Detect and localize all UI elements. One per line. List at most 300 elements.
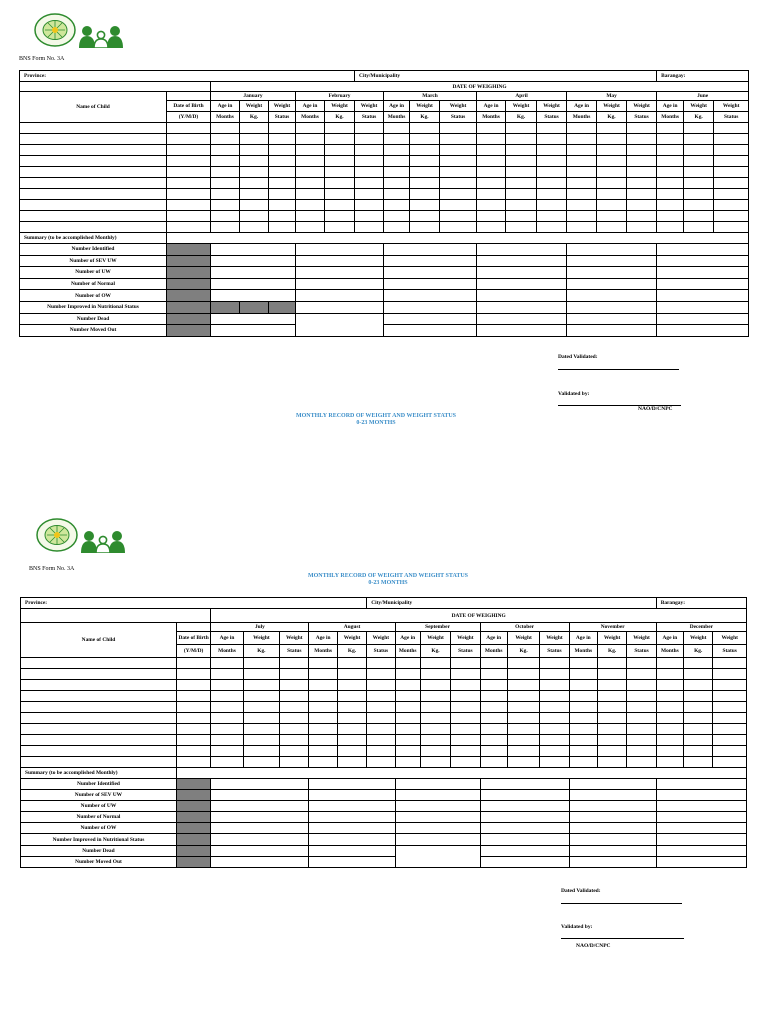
entry-cell[interactable] [597,222,627,233]
entry-cell[interactable] [507,680,539,691]
entry-cell[interactable] [384,222,410,233]
entry-cell[interactable] [657,134,684,145]
summary-entry[interactable] [480,801,569,812]
entry-cell[interactable] [176,713,210,724]
summary-entry[interactable] [477,255,567,267]
entry-cell[interactable] [211,757,243,768]
entry-cell[interactable] [21,702,177,713]
city-field[interactable]: City/Municipality [355,71,657,82]
entry-cell[interactable] [537,211,567,222]
entry-cell[interactable] [440,123,477,134]
summary-entry[interactable] [309,779,395,790]
entry-cell[interactable] [480,702,507,713]
entry-cell[interactable] [684,145,714,156]
entry-cell[interactable] [296,178,325,189]
summary-entry[interactable] [211,779,309,790]
summary-entry[interactable] [211,255,296,267]
entry-cell[interactable] [325,134,355,145]
entry-cell[interactable] [506,200,537,211]
entry-cell[interactable] [440,145,477,156]
entry-cell[interactable] [684,746,713,757]
entry-cell[interactable] [384,123,410,134]
entry-cell[interactable] [410,189,440,200]
entry-cell[interactable] [395,658,420,669]
entry-cell[interactable] [269,200,296,211]
entry-cell[interactable] [243,735,279,746]
summary-entry[interactable] [569,823,656,834]
entry-cell[interactable] [420,757,450,768]
summary-entry[interactable] [211,823,309,834]
summary-entry[interactable] [309,856,395,867]
summary-entry[interactable] [384,301,477,313]
entry-cell[interactable] [480,669,507,680]
entry-cell[interactable] [627,724,656,735]
entry-cell[interactable] [167,178,211,189]
entry-cell[interactable] [176,735,210,746]
entry-cell[interactable] [21,735,177,746]
entry-cell[interactable] [451,757,480,768]
entry-cell[interactable] [597,200,627,211]
entry-cell[interactable] [627,134,657,145]
entry-cell[interactable] [569,691,597,702]
entry-cell[interactable] [684,724,713,735]
entry-cell[interactable] [395,735,420,746]
entry-cell[interactable] [384,167,410,178]
summary-entry[interactable] [569,790,656,801]
entry-cell[interactable] [355,178,384,189]
summary-entry[interactable] [211,278,296,290]
entry-cell[interactable] [540,724,569,735]
entry-cell[interactable] [337,658,366,669]
entry-cell[interactable] [507,724,539,735]
entry-cell[interactable] [384,145,410,156]
entry-cell[interactable] [410,178,440,189]
entry-cell[interactable] [384,200,410,211]
summary-entry[interactable] [477,278,567,290]
entry-cell[interactable] [420,746,450,757]
entry-cell[interactable] [537,222,567,233]
summary-entry[interactable] [309,812,395,823]
entry-cell[interactable] [296,156,325,167]
summary-entry[interactable] [656,812,746,823]
entry-cell[interactable] [309,757,337,768]
entry-cell[interactable] [684,691,713,702]
entry-cell[interactable] [569,735,597,746]
entry-cell[interactable] [176,680,210,691]
entry-cell[interactable] [480,713,507,724]
entry-cell[interactable] [506,123,537,134]
entry-cell[interactable] [167,200,211,211]
entry-cell[interactable] [240,167,269,178]
entry-cell[interactable] [410,200,440,211]
entry-cell[interactable] [506,211,537,222]
entry-cell[interactable] [367,713,395,724]
entry-cell[interactable] [480,757,507,768]
summary-entry[interactable] [657,290,749,302]
entry-cell[interactable] [477,123,506,134]
entry-cell[interactable] [567,178,597,189]
entry-cell[interactable] [714,211,749,222]
entry-cell[interactable] [167,167,211,178]
summary-entry[interactable] [296,255,384,267]
summary-entry[interactable] [211,790,309,801]
entry-cell[interactable] [451,735,480,746]
entry-cell[interactable] [684,156,714,167]
entry-cell[interactable] [477,167,506,178]
summary-entry[interactable] [395,801,480,812]
entry-cell[interactable] [507,746,539,757]
entry-cell[interactable] [337,713,366,724]
entry-cell[interactable] [684,658,713,669]
entry-cell[interactable] [684,211,714,222]
entry-cell[interactable] [211,669,243,680]
entry-cell[interactable] [395,746,420,757]
summary-entry[interactable] [480,779,569,790]
entry-cell[interactable] [410,211,440,222]
entry-cell[interactable] [337,702,366,713]
entry-cell[interactable] [420,658,450,669]
entry-cell[interactable] [507,713,539,724]
entry-cell[interactable] [167,145,211,156]
entry-cell[interactable] [537,134,567,145]
entry-cell[interactable] [211,691,243,702]
entry-cell[interactable] [355,167,384,178]
entry-cell[interactable] [597,757,626,768]
entry-cell[interactable] [384,156,410,167]
entry-cell[interactable] [309,724,337,735]
entry-cell[interactable] [597,189,627,200]
entry-cell[interactable] [597,658,626,669]
entry-cell[interactable] [713,724,747,735]
entry-cell[interactable] [269,156,296,167]
entry-cell[interactable] [325,200,355,211]
entry-cell[interactable] [597,735,626,746]
entry-cell[interactable] [21,724,177,735]
entry-cell[interactable] [355,200,384,211]
summary-entry[interactable] [211,290,296,302]
summary-entry[interactable] [384,267,477,279]
entry-cell[interactable] [420,680,450,691]
entry-cell[interactable] [440,189,477,200]
entry-cell[interactable] [714,123,749,134]
entry-cell[interactable] [597,123,627,134]
summary-entry[interactable] [309,801,395,812]
entry-cell[interactable] [477,200,506,211]
entry-cell[interactable] [714,156,749,167]
entry-cell[interactable] [627,680,656,691]
summary-entry[interactable] [657,244,749,256]
entry-cell[interactable] [280,702,309,713]
entry-cell[interactable] [627,658,656,669]
summary-entry[interactable] [656,823,746,834]
entry-cell[interactable] [20,134,167,145]
entry-cell[interactable] [440,211,477,222]
entry-cell[interactable] [597,702,626,713]
entry-cell[interactable] [296,189,325,200]
entry-cell[interactable] [597,167,627,178]
entry-cell[interactable] [355,145,384,156]
entry-cell[interactable] [410,156,440,167]
entry-cell[interactable] [713,658,747,669]
entry-cell[interactable] [325,178,355,189]
entry-cell[interactable] [477,189,506,200]
summary-entry[interactable] [309,834,395,845]
entry-cell[interactable] [337,724,366,735]
entry-cell[interactable] [597,724,626,735]
entry-cell[interactable] [296,145,325,156]
entry-cell[interactable] [567,156,597,167]
entry-cell[interactable] [243,702,279,713]
entry-cell[interactable] [507,669,539,680]
entry-cell[interactable] [713,702,747,713]
entry-cell[interactable] [176,702,210,713]
entry-cell[interactable] [325,145,355,156]
entry-cell[interactable] [211,123,240,134]
entry-cell[interactable] [507,735,539,746]
entry-cell[interactable] [309,669,337,680]
summary-entry[interactable] [296,290,384,302]
entry-cell[interactable] [714,222,749,233]
entry-cell[interactable] [20,123,167,134]
entry-cell[interactable] [684,757,713,768]
entry-cell[interactable] [355,156,384,167]
entry-cell[interactable] [451,724,480,735]
summary-entry[interactable] [211,812,309,823]
entry-cell[interactable] [240,134,269,145]
entry-cell[interactable] [627,735,656,746]
entry-cell[interactable] [569,724,597,735]
dated-validated-line[interactable] [561,903,682,904]
summary-entry[interactable] [384,278,477,290]
entry-cell[interactable] [325,167,355,178]
entry-cell[interactable] [20,156,167,167]
entry-cell[interactable] [296,200,325,211]
entry-cell[interactable] [569,669,597,680]
entry-cell[interactable] [21,757,177,768]
summary-entry[interactable] [567,290,657,302]
summary-entry[interactable] [384,290,477,302]
entry-cell[interactable] [395,702,420,713]
entry-cell[interactable] [627,691,656,702]
entry-cell[interactable] [269,123,296,134]
summary-entry[interactable] [567,244,657,256]
entry-cell[interactable] [20,222,167,233]
entry-cell[interactable] [480,724,507,735]
entry-cell[interactable] [627,211,657,222]
entry-cell[interactable] [21,669,177,680]
entry-cell[interactable] [684,189,714,200]
entry-cell[interactable] [567,222,597,233]
entry-cell[interactable] [506,145,537,156]
summary-entry[interactable] [395,823,480,834]
entry-cell[interactable] [355,211,384,222]
entry-cell[interactable] [309,691,337,702]
summary-entry[interactable] [309,845,395,856]
entry-cell[interactable] [597,680,626,691]
entry-cell[interactable] [684,178,714,189]
entry-cell[interactable] [597,145,627,156]
summary-entry[interactable] [567,301,657,313]
entry-cell[interactable] [240,145,269,156]
summary-entry[interactable] [395,834,480,845]
entry-cell[interactable] [451,713,480,724]
entry-cell[interactable] [656,735,683,746]
entry-cell[interactable] [451,746,480,757]
entry-cell[interactable] [420,669,450,680]
entry-cell[interactable] [367,669,395,680]
entry-cell[interactable] [540,702,569,713]
entry-cell[interactable] [451,691,480,702]
summary-entry[interactable] [211,325,296,337]
entry-cell[interactable] [269,167,296,178]
entry-cell[interactable] [713,669,747,680]
entry-cell[interactable] [507,702,539,713]
summary-entry[interactable] [211,313,296,325]
entry-cell[interactable] [480,691,507,702]
entry-cell[interactable] [506,156,537,167]
entry-cell[interactable] [656,702,683,713]
summary-entry[interactable] [569,845,656,856]
summary-entry[interactable] [296,244,384,256]
summary-entry[interactable] [567,255,657,267]
entry-cell[interactable] [367,702,395,713]
entry-cell[interactable] [211,200,240,211]
entry-cell[interactable] [367,724,395,735]
entry-cell[interactable] [627,702,656,713]
entry-cell[interactable] [325,156,355,167]
entry-cell[interactable] [20,200,167,211]
entry-cell[interactable] [684,735,713,746]
summary-entry[interactable] [480,790,569,801]
summary-entry[interactable] [657,267,749,279]
entry-cell[interactable] [211,134,240,145]
summary-entry[interactable] [384,244,477,256]
entry-cell[interactable] [597,156,627,167]
entry-cell[interactable] [20,145,167,156]
entry-cell[interactable] [367,680,395,691]
entry-cell[interactable] [325,222,355,233]
entry-cell[interactable] [713,757,747,768]
entry-cell[interactable] [537,156,567,167]
entry-cell[interactable] [440,134,477,145]
summary-entry[interactable] [296,267,384,279]
entry-cell[interactable] [627,167,657,178]
entry-cell[interactable] [440,222,477,233]
entry-cell[interactable] [384,178,410,189]
entry-cell[interactable] [367,658,395,669]
entry-cell[interactable] [567,189,597,200]
entry-cell[interactable] [537,167,567,178]
summary-entry[interactable] [569,834,656,845]
entry-cell[interactable] [240,178,269,189]
entry-cell[interactable] [714,167,749,178]
summary-entry[interactable] [384,313,477,325]
summary-entry[interactable] [211,856,309,867]
summary-entry[interactable] [656,845,746,856]
entry-cell[interactable] [506,222,537,233]
entry-cell[interactable] [337,746,366,757]
entry-cell[interactable] [537,145,567,156]
entry-cell[interactable] [243,669,279,680]
entry-cell[interactable] [540,757,569,768]
entry-cell[interactable] [410,222,440,233]
summary-entry[interactable] [657,301,749,313]
entry-cell[interactable] [656,724,683,735]
entry-cell[interactable] [656,658,683,669]
province-field[interactable]: Province: [20,71,355,82]
entry-cell[interactable] [296,211,325,222]
entry-cell[interactable] [451,658,480,669]
entry-cell[interactable] [240,156,269,167]
entry-cell[interactable] [627,123,657,134]
entry-cell[interactable] [657,222,684,233]
summary-entry[interactable] [569,812,656,823]
entry-cell[interactable] [420,691,450,702]
entry-cell[interactable] [367,735,395,746]
entry-cell[interactable] [211,724,243,735]
entry-cell[interactable] [627,189,657,200]
entry-cell[interactable] [211,713,243,724]
entry-cell[interactable] [309,713,337,724]
entry-cell[interactable] [537,123,567,134]
entry-cell[interactable] [507,658,539,669]
validated-by-line[interactable] [561,938,684,939]
summary-entry[interactable] [656,856,746,867]
entry-cell[interactable] [309,735,337,746]
entry-cell[interactable] [713,713,747,724]
entry-cell[interactable] [684,222,714,233]
summary-entry[interactable] [211,801,309,812]
entry-cell[interactable] [567,167,597,178]
entry-cell[interactable] [211,178,240,189]
entry-cell[interactable] [410,134,440,145]
entry-cell[interactable] [480,680,507,691]
entry-cell[interactable] [410,167,440,178]
entry-cell[interactable] [569,746,597,757]
entry-cell[interactable] [597,134,627,145]
entry-cell[interactable] [325,189,355,200]
entry-cell[interactable] [537,200,567,211]
barangay-field[interactable]: Barangay: [656,598,746,609]
entry-cell[interactable] [280,669,309,680]
summary-entry[interactable] [477,267,567,279]
entry-cell[interactable] [395,669,420,680]
entry-cell[interactable] [656,680,683,691]
entry-cell[interactable] [309,658,337,669]
summary-entry[interactable] [211,834,309,845]
entry-cell[interactable] [395,724,420,735]
entry-cell[interactable] [176,658,210,669]
entry-cell[interactable] [714,178,749,189]
entry-cell[interactable] [627,156,657,167]
entry-cell[interactable] [451,669,480,680]
entry-cell[interactable] [540,669,569,680]
entry-cell[interactable] [477,156,506,167]
entry-cell[interactable] [280,691,309,702]
entry-cell[interactable] [269,178,296,189]
summary-entry[interactable] [477,313,567,325]
summary-entry[interactable] [567,325,657,337]
entry-cell[interactable] [420,713,450,724]
summary-entry[interactable] [309,823,395,834]
entry-cell[interactable] [167,211,211,222]
entry-cell[interactable] [269,222,296,233]
entry-cell[interactable] [714,134,749,145]
entry-cell[interactable] [684,200,714,211]
entry-cell[interactable] [337,691,366,702]
entry-cell[interactable] [296,123,325,134]
entry-cell[interactable] [176,757,210,768]
